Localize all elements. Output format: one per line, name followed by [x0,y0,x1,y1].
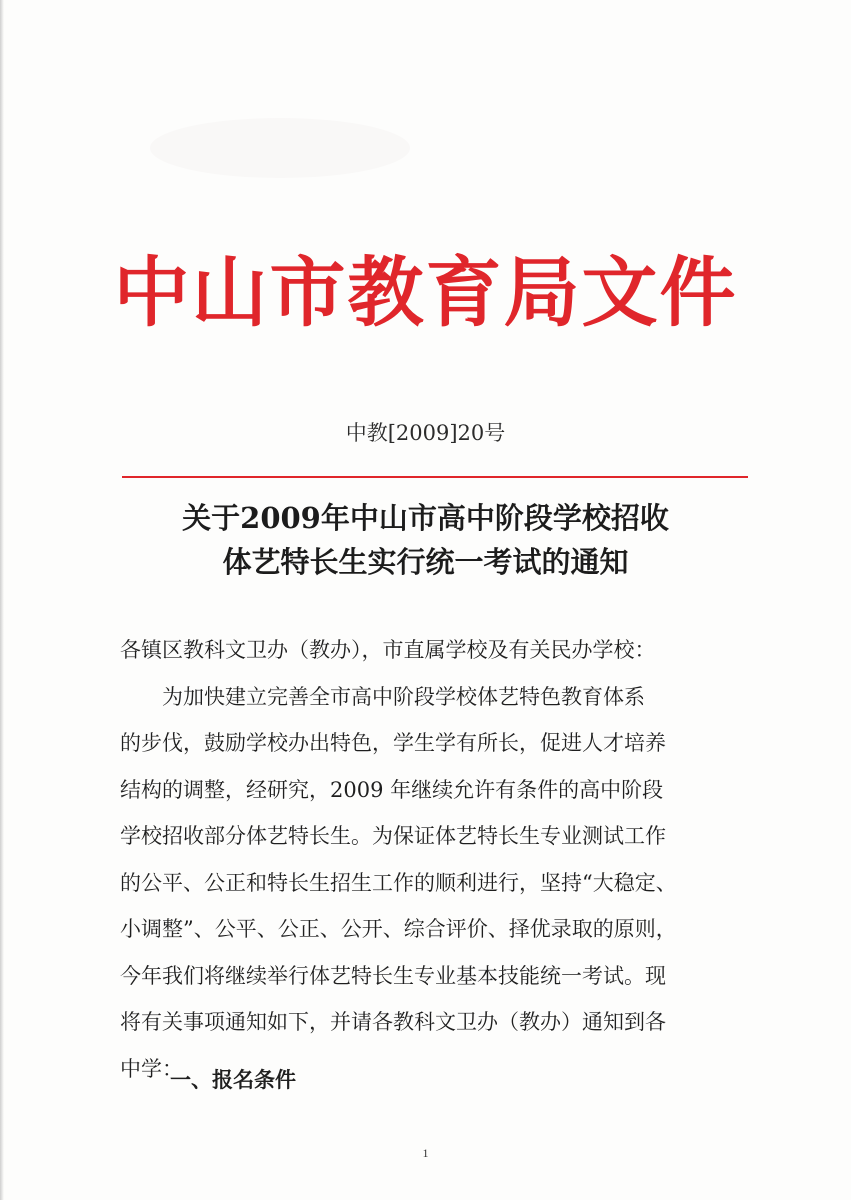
issuer-header-title: 中山市教育局文件 [113,248,738,337]
paragraph-line: 中学： [120,1056,183,1081]
scan-smudge [150,118,410,178]
document-title [0,496,851,584]
paragraph-line: 的步伐，鼓励学校办出特色，学生学有所长，促进人才培养 [120,731,666,755]
page-edge-shadow [0,0,4,1200]
salutation: 各镇区教科文卫办（教办），市直属学校及有关民办学校： [120,638,656,662]
paragraph-line: 的公平、公正和特长生招生工作的顺利进行，坚持“大稳定、 [120,870,677,895]
document-title-line-1: 关于2009年中山市高中阶段学校招收 [182,501,669,535]
paragraph-line: 将有关事项通知如下，并请各教科文卫办（教办）通知到各 [120,1010,666,1034]
paragraph-line: 结构的调整，经研究，2009 年继续允许有条件的高中阶段 [120,777,664,802]
paragraph-line: 小调整”、公平、公正、公开、综合评价、择优录取的原则， [120,917,677,941]
document-number: 中教[2009]20号 [345,421,506,445]
document-body [120,627,745,1092]
section-heading: 一、报名条件 [170,1068,296,1092]
red-divider-rule [122,476,748,478]
paragraph-line: 今年我们将继续举行体艺特长生专业基本技能统一考试。现 [120,963,666,988]
paragraph-line: 为加快建立完善全市高中阶段学校体艺特色教育体系 [162,684,645,709]
document-title-line-2: 体艺特长生实行统一考试的通知 [222,545,629,579]
page-number: 1 [422,1146,429,1160]
paragraph-line: 学校招收部分体艺特长生。为保证体艺特长生专业测试工作 [120,824,666,848]
